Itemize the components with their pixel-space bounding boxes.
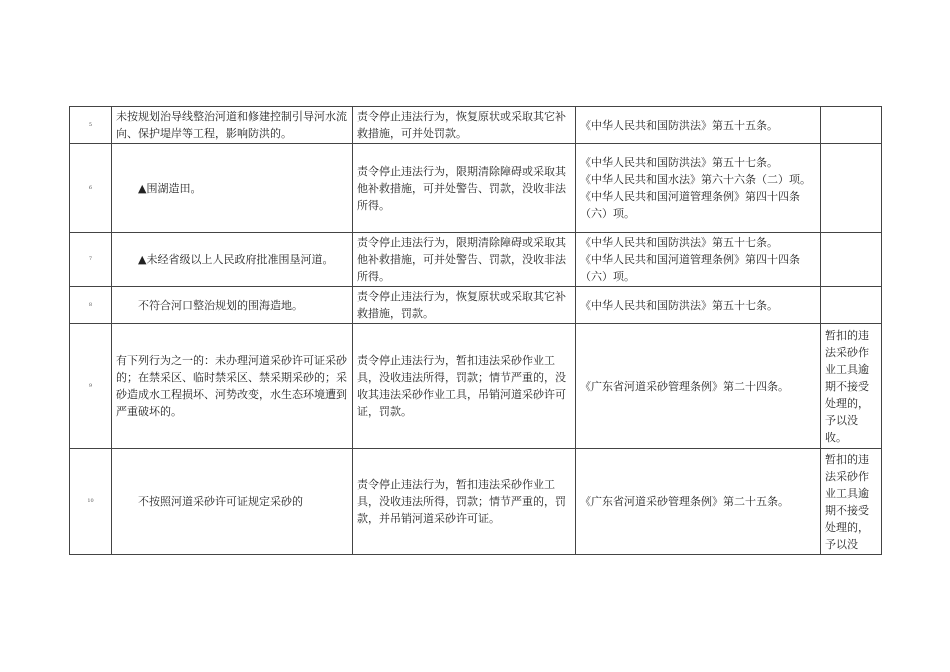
legal-basis-cell — [576, 107, 821, 144]
note-cell — [821, 287, 882, 324]
violation-cell: 未按规划治导线整治河道和修建控制引导河水流向、保护堤岸等工程，影响防洪的。 — [112, 107, 353, 144]
table-row — [70, 144, 882, 233]
table-row — [70, 233, 882, 287]
row-number: 8 — [70, 287, 112, 324]
penalty-cell: 责令停止违法行为，限期清除障碍或采取其他补救措施，可并处警告、罚款，没收非法所得。 — [353, 233, 576, 287]
legal-basis-line: 《中华人民共和国防洪法》第五十七条。 — [580, 156, 778, 169]
violation-cell: ▲围湖造田。 — [112, 144, 353, 233]
row-number: 5 — [70, 107, 112, 144]
table-row — [70, 324, 882, 449]
penalty-cell: 责令停止违法行为，暂扣违法采砂作业工具，没收违法所得，罚款；情节严重的，没收其违法采砂作业工具，吊销河道采砂许可证，罚款。 — [353, 324, 576, 449]
row-number: 9 — [70, 324, 112, 449]
legal-basis-line: 《中华人民共和国防洪法》第五十五条。 — [580, 118, 778, 132]
row-number: 10 — [70, 449, 112, 555]
legal-basis-line: 《中华人民共和国防洪法》第五十七条。 — [580, 236, 778, 249]
violation-cell: 有下列行为之一的：未办理河道采砂许可证采砂的；在禁采区、临时禁采区、禁采期采砂的；采砂造成水工程损坏、河势改变，水生态环境遭到严重破坏的。 — [112, 324, 353, 449]
legal-basis-cell — [576, 144, 821, 233]
legal-basis-line: 《中华人民共和国防洪法》第五十七条。 — [580, 298, 778, 312]
legal-basis-line: 《广东省河道采砂管理条例》第二十四条。 — [580, 379, 789, 393]
legal-basis-cell — [576, 233, 821, 287]
legal-basis-line: 《广东省河道采砂管理条例》第二十五条。 — [580, 495, 789, 508]
table-row — [70, 449, 882, 555]
table-row — [70, 107, 882, 144]
legal-basis-cell — [576, 287, 821, 324]
note-cell — [821, 107, 882, 144]
note-cell: 暂扣的违法采砂作业工具逾期不接受处理的，予以没 — [821, 449, 882, 555]
legal-basis-line: 《中华人民共和国河道管理条例》第四十四条（六）项。 — [580, 190, 800, 220]
legal-basis-cell — [576, 324, 821, 449]
violation-cell: 不按照河道采砂许可证规定采砂的 — [112, 449, 353, 555]
penalty-cell: 责令停止违法行为，恢复原状或采取其它补救措施，罚款。 — [353, 287, 576, 324]
penalty-cell: 责令停止违法行为，限期清除障碍或采取其他补救措施，可并处警告、罚款，没收非法所得。 — [353, 144, 576, 233]
note-cell — [821, 233, 882, 287]
note-cell — [821, 144, 882, 233]
legal-basis-line: 《中华人民共和国河道管理条例》第四十四条（六）项。 — [580, 253, 800, 283]
violation-cell: 不符合河口整治规划的围海造地。 — [112, 287, 353, 324]
penalty-cell: 责令停止违法行为，暂扣违法采砂作业工具，没收违法所得，罚款；情节严重的，罚款，并吊销河道采砂许可证。 — [353, 449, 576, 555]
row-number: 6 — [70, 144, 112, 233]
note-cell: 暂扣的违法采砂作业工具逾期不接受处理的，予以没收。 — [821, 324, 882, 449]
penalty-table — [69, 106, 882, 555]
penalty-cell: 责令停止违法行为，恢复原状或采取其它补救措施，可并处罚款。 — [353, 107, 576, 144]
legal-basis-line: 《中华人民共和国水法》第六十六条（二）项。 — [580, 173, 811, 186]
row-number: 7 — [70, 233, 112, 287]
violation-cell: ▲未经省级以上人民政府批准围垦河道。 — [112, 233, 353, 287]
table-row — [70, 287, 882, 324]
legal-basis-cell — [576, 449, 821, 555]
